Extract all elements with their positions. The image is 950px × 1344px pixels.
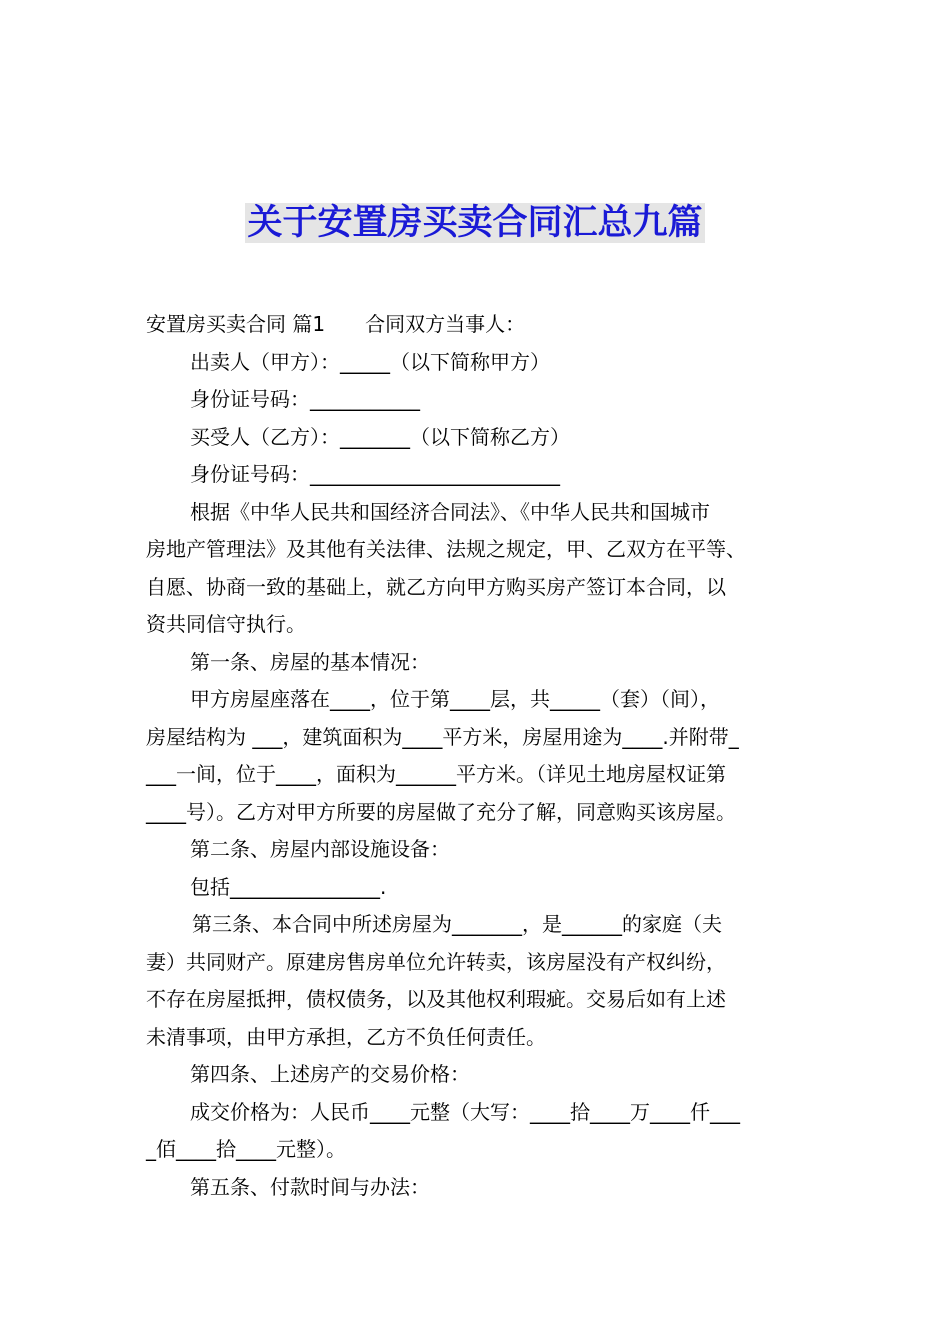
article-heading: 第一条、房屋的基本情况： [190,649,430,674]
buyer-id-line: 身份证号码：_________________________ [190,462,560,486]
article-heading: 第四条、上述房产的交易价格： [190,1062,470,1086]
paragraph-line: 妻）共同财产。原建房售房单位允许转卖，该房屋没有产权纠纷， [146,949,726,974]
paragraph-line: 房屋结构为 ___，建筑面积为____平方米，房屋用途为____.并附带_ [146,724,739,749]
seller-id-line: 身份证号码：___________ [190,387,420,411]
contract-heading-line: 安置房买卖合同 篇1 合同双方当事人： [146,312,526,336]
buyer-line: 买受人（乙方）：_______（以下简称乙方） [190,424,570,449]
paragraph-line: 不存在房屋抵押，债权债务，以及其他权利瑕疵。交易后如有上述 [146,987,726,1011]
paragraph-line: 成交价格为：人民币____元整（大写：____拾____万____仟___ [190,1099,740,1124]
paragraph-line: ____号）。乙方对甲方所要的房屋做了充分了解，同意购买该房屋。 [146,799,736,824]
document-body [146,306,814,1206]
article-heading: 第五条、付款时间与办法： [190,1174,430,1199]
paragraph-line: 房地产管理法》及其他有关法律、法规之规定，甲、乙双方在平等、 [146,537,746,561]
page-title-text: 关于安置房买卖合同汇总九篇 [247,203,703,244]
paragraph-line: 第三条、本合同中所述房屋为_______，是______的家庭（夫 [192,912,722,936]
paragraph-line: 甲方房屋座落在____，位于第____层，共_____（套）（间）， [190,687,720,711]
paragraph-line: 未清事项，由甲方承担，乙方不负任何责任。 [146,1024,546,1049]
paragraph-line: 根据《中华人民共和国经济合同法》、《中华人民共和国城市 [190,499,710,524]
paragraph-line: 资共同信守执行。 [146,612,306,636]
paragraph-line: 自愿、协商一致的基础上，就乙方向甲方购买房产签订本合同，以 [146,574,726,599]
seller-line: 出卖人（甲方）：_____（以下简称甲方） [190,349,550,374]
paragraph-line: _佰____拾____元整）。 [146,1137,346,1161]
paragraph-line: ___一间，位于____，面积为______平方米。（详见土地房屋权证第 [146,762,726,786]
page-title [0,199,950,247]
paragraph-line: 包括_______________. [190,874,387,899]
article-heading: 第二条、房屋内部设施设备： [190,837,450,861]
